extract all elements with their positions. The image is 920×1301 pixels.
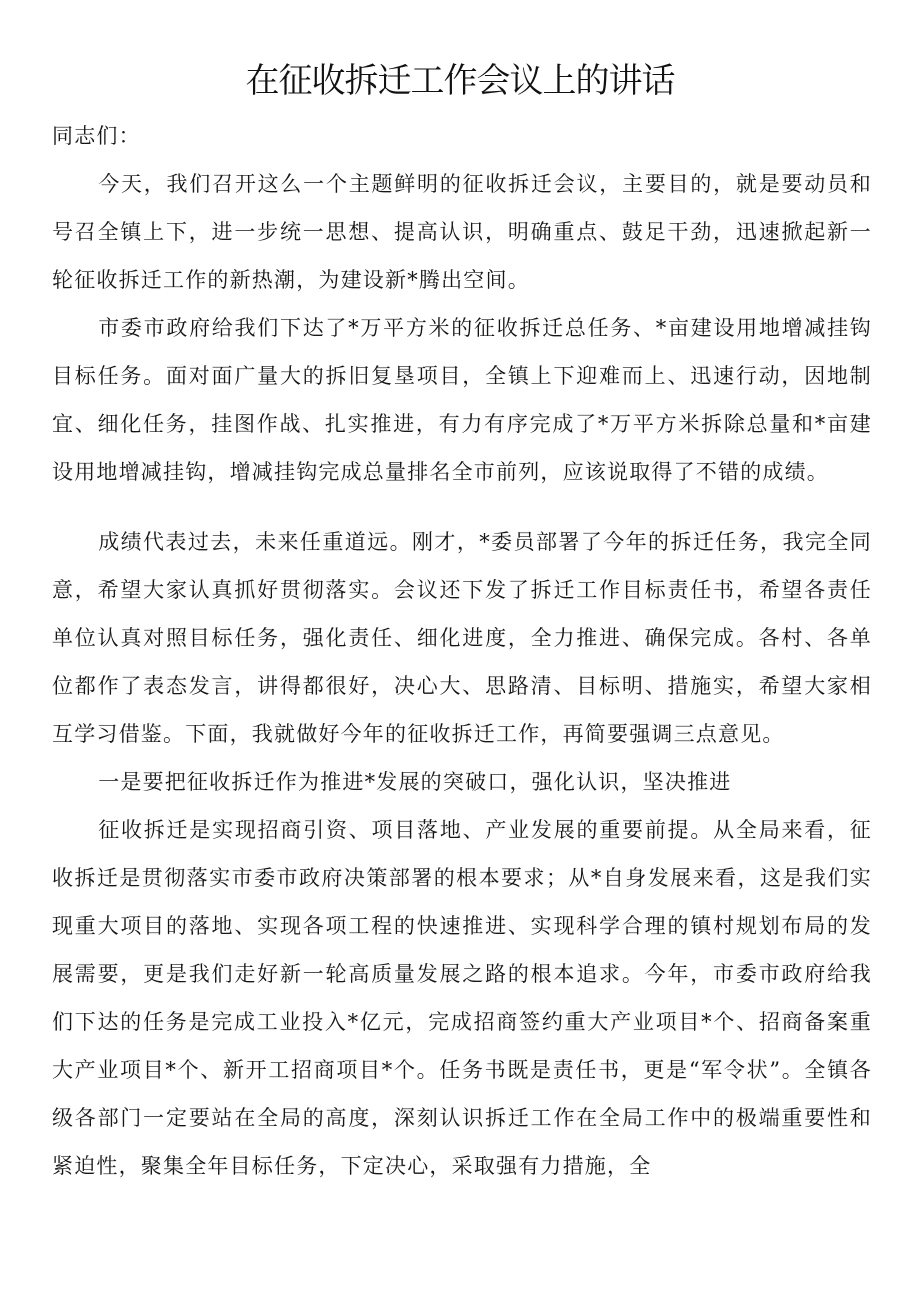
- document-body: [52, 112, 872, 1190]
- paragraph-opening: 今天，我们召开这么一个主题鲜明的征收拆迁会议，主要目的，就是要动员和号召全镇上下，进一步统一思想、提高认识，明确重点、鼓足干劲，迅速掀起新一轮征收拆迁工作的新热潮，为建设新*腾出空间。: [52, 172, 872, 292]
- salutation: 同志们：: [52, 124, 141, 148]
- paragraph-future-work: 成绩代表过去，未来任重道远。刚才，*委员部署了今年的拆迁任务，我完全同意，希望大家认真抓好贯彻落实。会议还下发了拆迁工作目标责任书，希望各责任单位认真对照目标任务，强化责任、细化进度，全力推进、确保完成。各村、各单位都作了表态发言，讲得都很好，决心大、思路清、目标明、措施实，希望大家相互学习借鉴。下面，我就做好今年的征收拆迁工作，再简要强调三点意见。: [52, 530, 872, 746]
- section-heading-1: 一是要把征收拆迁作为推进*发展的突破口，强化认识，坚决推进: [98, 770, 732, 794]
- document-title: 在征收拆迁工作会议上的讲话: [245, 61, 675, 101]
- paragraph-task-results: 市委市政府给我们下达了*万平方米的征收拆迁总任务、*亩建设用地增减挂钩目标任务。面对面广量大的拆旧复垦项目，全镇上下迎难而上、迅速行动，因地制宜、细化任务，挂图作战、扎实推进，有力有序完成了*万平方米拆除总量和*亩建设用地增减挂钩，增减挂钩完成总量排名全市前列，应该说取得了不错的成绩。: [52, 316, 872, 484]
- paragraph-section-1-body: 征收拆迁是实现招商引资、项目落地、产业发展的重要前提。从全局来看，征收拆迁是贯彻落实市委市政府决策部署的根本要求；从*自身发展来看，这是我们实现重大项目的落地、实现各项工程的快速推进、实现科学合理的镇村规划布局的发展需要，更是我们走好新一轮高质量发展之路的根本追求。今年，市委市政府给我们下达的任务是完成工业投入*亿元，完成招商签约重大产业项目*个、招商备案重大产业项目*个、新开工招商项目*个。任务书既是责任书，更是“军令状”。全镇各级各部门一定要站在全局的高度，深刻认识拆迁工作在全局工作中的极端重要性和紧迫性，聚集全年目标任务，下定决心，采取强有力措施，全: [52, 818, 872, 1178]
